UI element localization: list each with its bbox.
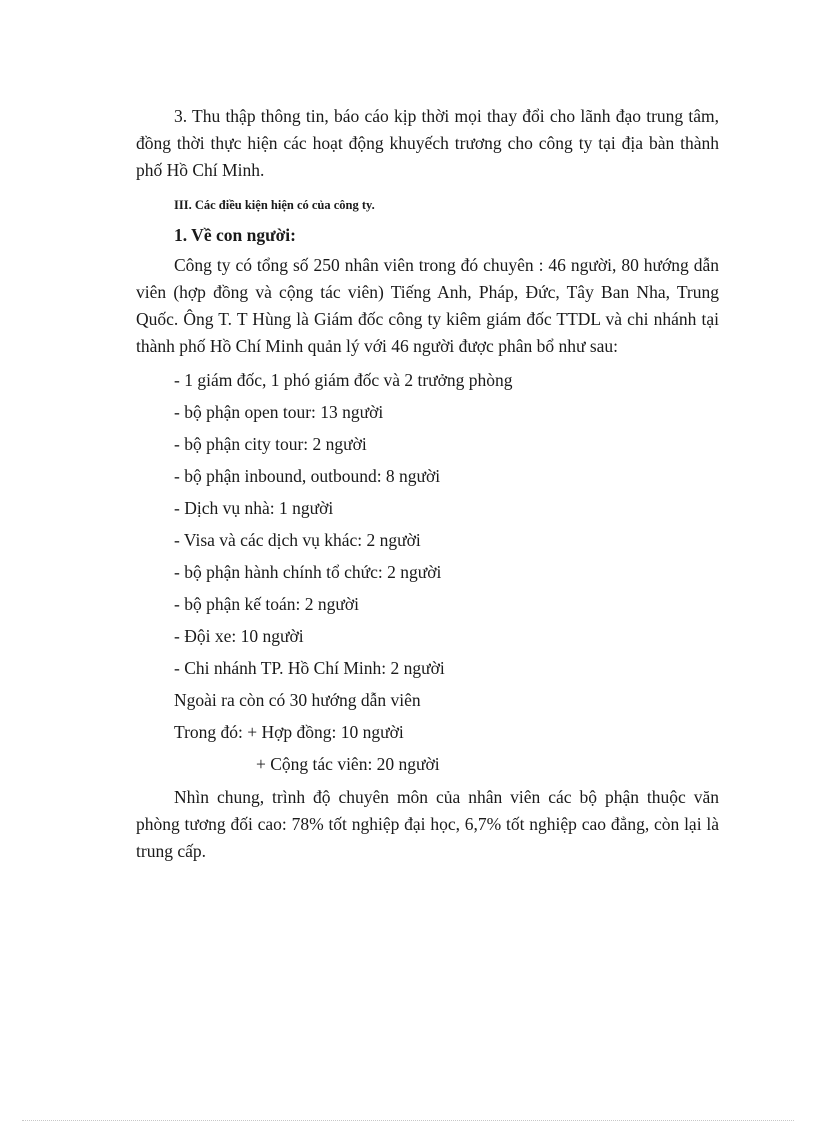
list-item: - Visa và các dịch vụ khác: 2 người (174, 530, 421, 550)
guides-line: Ngoài ra còn có 30 hướng dẫn viên (174, 690, 421, 710)
list-item: - bộ phận open tour: 13 người (174, 402, 384, 422)
paragraph-staff-overview: Công ty có tổng số 250 nhân viên trong đó chuyên : 46 người, 80 hướng dẫn viên (hợp đồng và cộng tác viên) Tiếng Anh, Pháp, Đức, Tây Ban Nha, Trung Quốc. Ông T. T Hùng là Giám đốc công ty kiêm giám đốc TTDL và chi nhánh tại thành phố Hồ Chí Minh quản lý với 46 người được phân bổ như sau: (136, 255, 719, 356)
section-heading: III. Các điều kiện hiện có của công ty. (174, 198, 375, 212)
list-item: - bộ phận inbound, outbound: 8 người (174, 466, 441, 486)
page-bottom-divider (22, 1120, 794, 1121)
list-item: - bộ phận hành chính tổ chức: 2 người (174, 562, 442, 582)
paragraph-qualification: Nhìn chung, trình độ chuyên môn của nhân viên các bộ phận thuộc văn phòng tương đối cao: 78% tốt nghiệp đại học, 6,7% tốt nghiệp cao đẳng, còn lại là trung cấp. (136, 787, 719, 861)
staff-allocation-list (136, 364, 719, 684)
paragraph-task-3: 3. Thu thập thông tin, báo cáo kịp thời mọi thay đổi cho lãnh đạo trung tâm, đồng thời thực hiện các hoạt động khuyếch trương cho công ty tại địa bàn thành phố Hồ Chí Minh. (136, 106, 719, 180)
list-item: - bộ phận kế toán: 2 người (174, 594, 359, 614)
subsection-heading: 1. Về con người: (174, 225, 296, 245)
list-item: - bộ phận city tour: 2 người (174, 434, 367, 454)
list-item: - Chi nhánh TP. Hồ Chí Minh: 2 người (174, 658, 445, 678)
list-item: - 1 giám đốc, 1 phó giám đốc và 2 trưởng phòng (174, 370, 513, 390)
document-body (136, 103, 719, 865)
list-item: - Dịch vụ nhà: 1 người (174, 498, 334, 518)
list-item: - Đội xe: 10 người (174, 626, 304, 646)
collaborator-line: + Cộng tác viên: 20 người (256, 754, 440, 774)
contract-line: Trong đó: + Hợp đồng: 10 người (174, 722, 404, 742)
